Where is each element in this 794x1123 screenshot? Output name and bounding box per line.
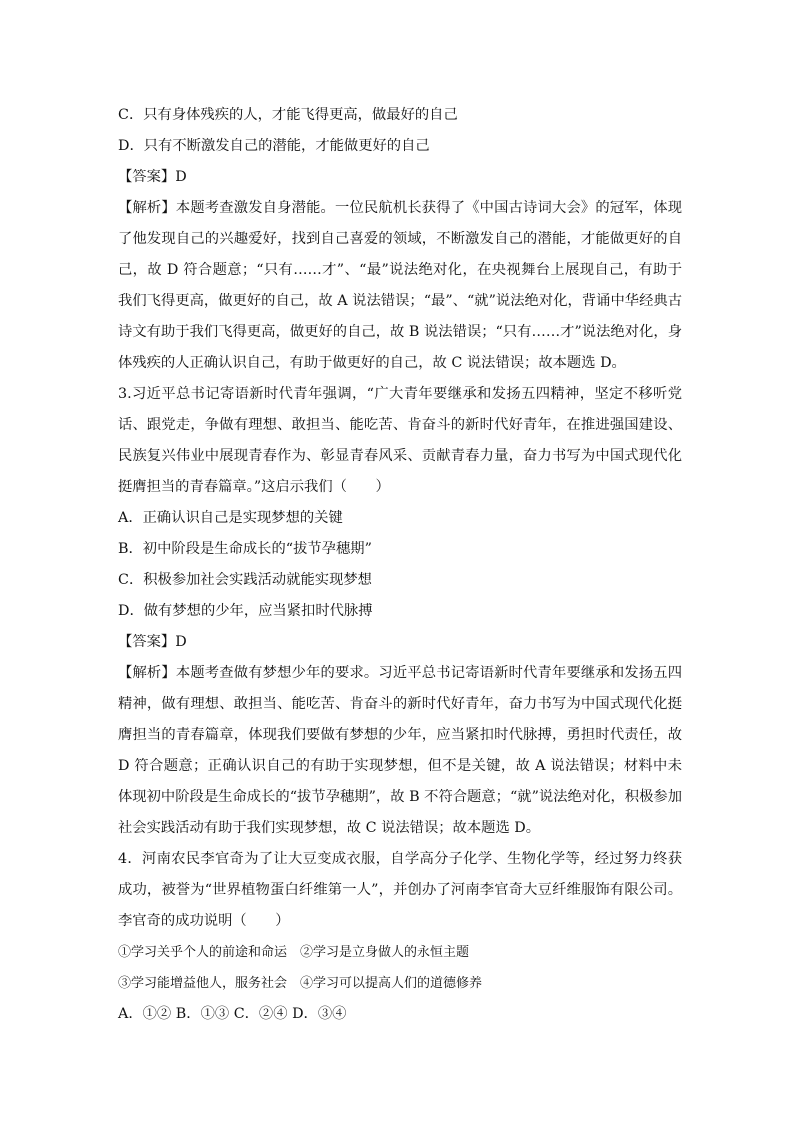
q4-statement-4: ④学习可以提高人们的道德修养 — [300, 976, 483, 991]
q3-answer — [118, 627, 682, 658]
q2-option-c: C．只有身体残疾的人，才能飞得更高，做最好的自己 — [118, 107, 458, 123]
page-content — [118, 100, 682, 1030]
q3-option-c: C．积极参加社会实践活动就能实现梦想 — [118, 572, 372, 588]
q3-option-b: B．初中阶段是生命成长的“拔节孕穗期” — [118, 541, 372, 557]
q4-stem: 4．河南农民李官奇为了让大豆变成衣服，自学高分子化学、生物化学等，经过努力终获成功，被誉为“世界植物蛋白纤维第一人”，并创办了河南李官奇大豆纤维服饰有限公司。李官奇的成功说明（ ） — [118, 851, 682, 929]
q3-answer-value: D — [175, 634, 187, 650]
q4-statements-row-2 — [118, 968, 682, 999]
q4-statement-3: ③学习能增益他人，服务社会 — [118, 976, 288, 991]
q3-analysis-label: 【解析】 — [118, 665, 176, 681]
q3-stem: 3.习近平总书记寄语新时代青年强调，“广大青年要继承和发扬五四精神，坚定不移听党话、跟党走，争做有理想、敢担当、能吃苦、肯奋斗的新时代好青年，在推进强国建设、民族复兴伟业中展现青春作为、彰显青春风采、贡献青春力量，奋力书写为中国式现代化挺膺担当的青春篇章。”这启示我们（ ） — [118, 386, 682, 495]
q3-answer-label: 【答案】 — [118, 634, 176, 650]
q2-analysis-label: 【解析】 — [118, 200, 176, 216]
q4-statements-row-1 — [118, 937, 682, 968]
q3-option-d: D．做有梦想的少年，应当紧扣时代脉搏 — [118, 603, 373, 619]
q3-analysis-text: 本题考查做有梦想少年的要求。习近平总书记寄语新时代青年要继承和发扬五四精神，做有理想、敢担当、能吃苦、肯奋斗的新时代好青年，奋力书写为中国式现代化挺膺担当的青春篇章，体现我们要做有梦想的少年，应当紧扣时代脉搏，勇担时代责任，故 D 符合题意；正确认识自己的有助于实现梦想，但不是关键，故 A 说法错误；材料中未体现初中阶段是生命成长的“拔节孕穗期”，故 B 不符合题意；“就”说法绝对化，积极参加社会实践活动有助于我们实现梦想，故 C 说法错误；故本题选 D。 — [118, 665, 683, 836]
q3-analysis — [118, 658, 682, 844]
q2-analysis-text: 本题考查激发自身潜能。一位民航机长获得了《中国古诗词大会》的冠军，体现了他发现自己的兴趣爱好，找到自己喜爱的领域，不断激发自己的潜能，才能做更好的自己，故 D 符合题意；“只有……才”、“最”说法绝对化，在央视舞台上展现自己，有助于我们飞得更高，做更好的自己，故 A 说法错误；“最”、“就”说法绝对化，背诵中华经典古诗文有助于我们飞得更高，做更好的自己，故 B 说法错误；“只有……才”说法绝对化，身体残疾的人正确认识自己，有助于做更好的自己，故 C 说法错误；故本题选 D。 — [118, 200, 683, 371]
q3-option-a: A．正确认识自己是实现梦想的关键 — [118, 510, 343, 526]
q4-choices: A．①② B．①③ C．②④ D．③④ — [118, 1006, 347, 1022]
q2-answer-label: 【答案】 — [118, 169, 176, 185]
q2-answer-value: D — [175, 169, 187, 185]
q2-analysis — [118, 193, 682, 379]
q2-answer — [118, 162, 682, 193]
q4-statement-2: ②学习是立身做人的永恒主题 — [300, 945, 470, 960]
q4-statement-1: ①学习关乎个人的前途和命运 — [118, 945, 288, 960]
q2-option-d: D．只有不断激发自己的潜能，才能做更好的自己 — [118, 138, 430, 154]
